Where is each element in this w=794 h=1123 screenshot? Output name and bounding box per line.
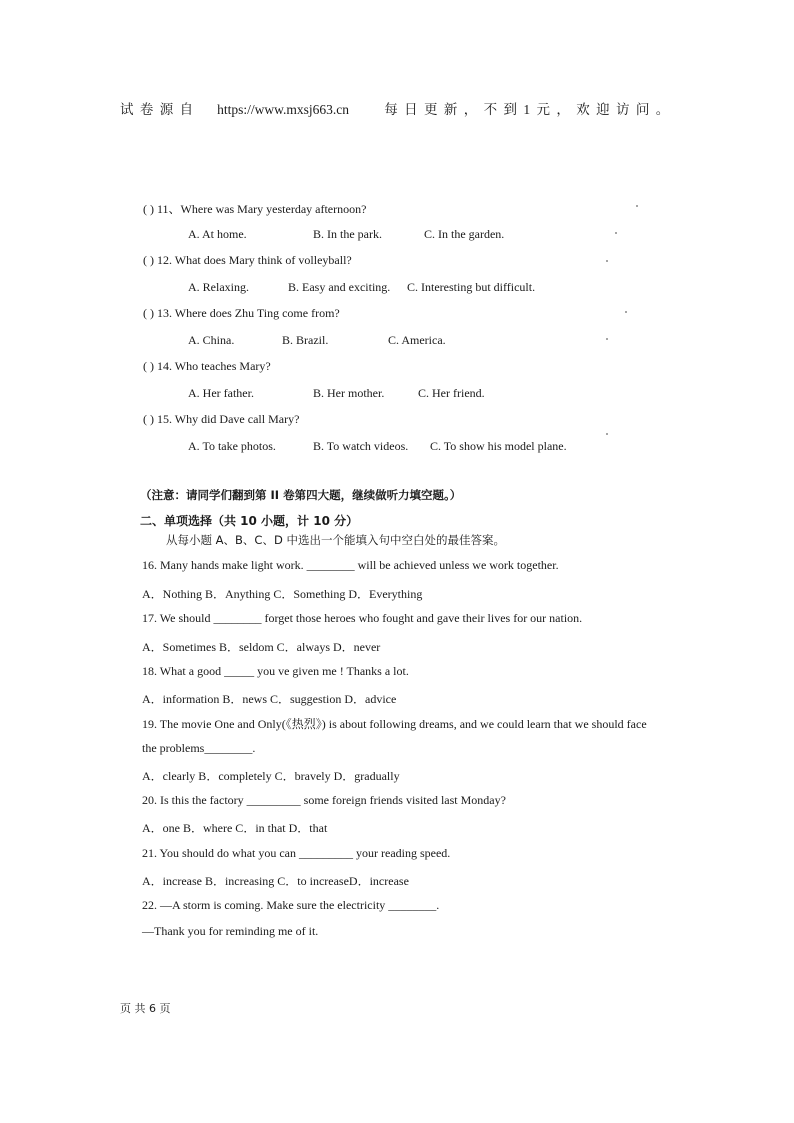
- question-19-options: A．clearly B．completely C．bravely D．gradually: [142, 769, 400, 783]
- listening-note: （注意：请同学们翻到第 II 卷第四大题，继续做听力填空题。）: [140, 488, 462, 502]
- question-11-option-a: A. At home.: [188, 227, 247, 241]
- question-21-stem: 21. You should do what you can _________ your reading speed.: [142, 846, 451, 860]
- question-18-options: A．information B．news C．suggestion D．advice: [142, 692, 397, 706]
- question-13-option-c: C. America.: [388, 333, 446, 347]
- question-19-stem: 19. The movie One and Only(《热烈》) is about following dreams, and we could learn that we should face: [142, 717, 647, 731]
- question-13-stem: ( ) 13. Where does Zhu Ting come from?: [143, 306, 340, 320]
- page-header: [120, 98, 670, 118]
- question-18-stem: 18. What a good _____ you ve given me ! Thanks a lot.: [142, 664, 409, 678]
- scan-speck: [615, 232, 617, 234]
- question-14-stem: ( ) 14. Who teaches Mary?: [143, 359, 271, 373]
- question-14-option-b: B. Her mother.: [313, 386, 385, 400]
- page-footer: 页 共 6 页: [120, 1002, 171, 1015]
- question-11-option-c: C. In the garden.: [424, 227, 505, 241]
- scan-speck: [636, 205, 638, 207]
- question-16-stem: 16. Many hands make light work. ________ will be achieved unless we work together.: [142, 558, 559, 572]
- question-12-option-a: A. Relaxing.: [188, 280, 249, 294]
- question-15-stem: ( ) 15. Why did Dave call Mary?: [143, 412, 300, 426]
- scan-speck: [625, 311, 627, 313]
- question-14-option-a: A. Her father.: [188, 386, 254, 400]
- question-20-options: A．one B．where C．in that D．that: [142, 821, 328, 835]
- scan-speck: [606, 338, 608, 340]
- question-21-options: A．increase B．increasing C．to increaseD．increase: [142, 874, 409, 888]
- question-22-stem: 22. —A storm is coming. Make sure the electricity ________.: [142, 898, 440, 912]
- question-15-option-a: A. To take photos.: [188, 439, 276, 453]
- question-11-option-b: B. In the park.: [313, 227, 382, 241]
- question-17-stem: 17. We should ________ forget those heroes who fought and gave their lives for our nation.: [142, 611, 583, 625]
- question-12-option-c: C. Interesting but difficult.: [407, 280, 536, 294]
- question-13-option-b: B. Brazil.: [282, 333, 329, 347]
- section-2-instruction: 从每小题 A、B、C、D 中选出一个能填入句中空白处的最佳答案。: [166, 533, 505, 547]
- scan-speck: [606, 260, 608, 262]
- question-22-response: —Thank you for reminding me of it.: [142, 924, 319, 938]
- question-15-option-b: B. To watch videos.: [313, 439, 409, 453]
- header-suffix: 每 日 更 新 ， 不 到 1 元 ， 欢 迎 访 问 。: [384, 102, 670, 117]
- question-16-options: A．Nothing B．Anything C．Something D．Everything: [142, 587, 423, 601]
- scan-speck: [606, 433, 608, 435]
- question-14-option-c: C. Her friend.: [418, 386, 485, 400]
- header-site: https://www.mxsj663.cn: [217, 102, 350, 117]
- question-12-stem: ( ) 12. What does Mary think of volleyball?: [143, 253, 352, 267]
- question-13-option-a: A. China.: [188, 333, 235, 347]
- question-17-options: A．Sometimes B．seldom C．always D．never: [142, 640, 381, 654]
- question-15-option-c: C. To show his model plane.: [430, 439, 567, 453]
- question-11-stem: ( ) 11、Where was Mary yesterday afternoon?: [143, 202, 367, 216]
- question-19-stem-continued: the problems________.: [142, 741, 256, 755]
- section-2-title: 二、单项选择（共 10 小题，计 10 分）: [140, 514, 359, 528]
- header-prefix: 试 卷 源 自: [120, 102, 194, 117]
- question-12-option-b: B. Easy and exciting.: [288, 280, 391, 294]
- question-20-stem: 20. Is this the factory _________ some foreign friends visited last Monday?: [142, 793, 506, 807]
